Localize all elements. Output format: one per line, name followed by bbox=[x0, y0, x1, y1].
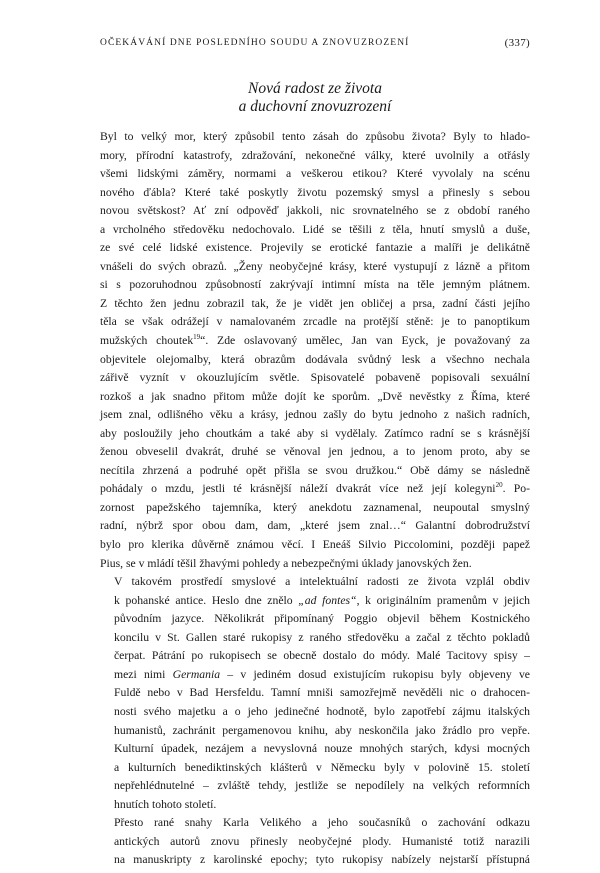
text-line: mory, přírodní katastrofy, zdražování, nekonečné války, které uvolnily a otřásly bbox=[100, 148, 530, 162]
text-line: bylo pro klerika důvěrně známou věcí. I Eneáš Silvio Piccolomini, později papež bbox=[100, 538, 530, 552]
text-line: nepřehlédnutelné – zvláště tehdy, jestliže se nepodílely na velkých reformních bbox=[114, 779, 530, 793]
text-line: novou světskost? Ať zní odpověď jakkoli, nic srovnatelného se z období raného bbox=[100, 204, 530, 218]
text-line: čerpat. Pátrání po rukopisech se obecně dostalo do módy. Malé Tacitovy spisy – bbox=[114, 649, 530, 663]
text-line: a vrcholného středověku nedochovalo. Lidé se těšili z těla, hnutí smyslů a duše, bbox=[100, 222, 530, 236]
text-fragment: “. Zde oslavovaný umělec, Jan van Eyck, je považovaný za bbox=[200, 334, 530, 348]
running-title: OČEKÁVÁNÍ DNE POSLEDNÍHO SOUDU A ZNOVUZROZENÍ bbox=[100, 38, 410, 48]
text-line bbox=[100, 592, 530, 611]
page-number: (337) bbox=[504, 37, 530, 49]
paragraph-2 bbox=[100, 573, 530, 814]
text-line: Přesto rané snahy Karla Velikého a jeho současníků o zachování odkazu bbox=[114, 816, 530, 830]
paragraph-3 bbox=[100, 814, 530, 870]
footnote-ref: 19 bbox=[193, 333, 201, 342]
text-line: Fuldě nebo v Bad Hersfeldu. Tamní mniši samozřejmě nevěděli nic o drahocen- bbox=[114, 686, 530, 700]
text-line: objevitele olejomalby, která obrazům dodávala svůdný lesk a všechno nechala bbox=[100, 352, 530, 366]
text-fragment: . Po- bbox=[502, 482, 530, 496]
running-head bbox=[100, 38, 530, 54]
text-line: Z těchto žen jednu zobrazil tak, že je vidět jen obličej a prsa, zadní části jejího bbox=[100, 296, 530, 310]
text-line: humanistů, zachránit pergamenovou knihu, aby neskončila jako žrádlo pro vepře. bbox=[114, 723, 530, 737]
text-line: V takovém prostředí smyslové a intelektuální radosti ze života vzplál obdiv bbox=[114, 575, 530, 589]
text-line: ženou obveselil dvakrát, druhé se věnoval jen jednou, a to jenom proto, aby se bbox=[100, 445, 530, 459]
text-line: a kulturních benediktinských klášterů v Německu byly v polovině 15. století bbox=[114, 760, 530, 774]
text-line: nového ďábla? Které také poskytly životu pozemský smysl a přinesly s sebou bbox=[100, 185, 530, 199]
text-line: Pius, se v mládí těšil žhavými pohledy a nebezpečnými úklady janovských žen. bbox=[100, 556, 472, 570]
text-fragment: k pohanské antice. Heslo dne znělo bbox=[114, 593, 293, 607]
text-line: původním jazyce. Několikrát připomínaný Poggio objevil během Kostnického bbox=[114, 612, 530, 626]
text-line: necítila zhrzená a podruhé opět přišla se svou družkou.“ Obě dámy se následně bbox=[100, 463, 530, 477]
paragraph-1 bbox=[100, 128, 530, 573]
text-line: zornost papežského tajemníka, který anekdotu zaznamenal, neupoutal smyslný bbox=[100, 500, 530, 514]
text-line: nosti svého majetku a o jeho jedinečné hodnotě, bylo zapotřebí zájmu italských bbox=[114, 704, 530, 718]
text-line bbox=[100, 332, 530, 351]
text-line: těla se však odrážejí v namalovaném zrcadle na protější stěně: je to panoptikum bbox=[100, 315, 530, 329]
text-line: všemi lidskými záměry, normami a veškerou etikou? Které vyvolaly na scénu bbox=[100, 167, 530, 181]
text-fragment: pohádaly o mzdu, jestli té krásnější náleží dvakrát více než její kolegyni bbox=[100, 482, 496, 496]
text-line: koncilu v St. Gallen staré rukopisy z raného středověku a začal z těchto pokladů bbox=[114, 630, 530, 644]
text-line: Byl to velký mor, který způsobil tento zásah do způsobu života? Byly to hlado- bbox=[100, 130, 530, 143]
text-line: si s pozoruhodnou způsobností zakrývají intimní místa na těle jemným plátnem. bbox=[100, 278, 530, 292]
text-line: radní, nýbrž spor obou dam, dam, „které jsem znal…“ Galantní dobrodružství bbox=[100, 519, 530, 533]
text-fragment-italic: Germania bbox=[172, 667, 221, 681]
text-line: hnutích tohoto století. bbox=[114, 797, 217, 811]
text-fragment: – v jediném dosud existujícím rukopisu byly objeveny ve bbox=[227, 667, 530, 681]
text-line: Kulturní úpadek, nezájem a nevyslovná nouze mnohých starých, kdysi mocných bbox=[114, 742, 530, 756]
body-text bbox=[100, 128, 530, 870]
text-line: zářivě vyznít v okouzlujícím světle. Spisovatelé pobaveně popisovali sexuální bbox=[100, 371, 530, 385]
text-line: ze své celé lidské existence. Projevily se erotické fantazie a malíři je delikátně bbox=[100, 241, 530, 255]
section-title-line-2: a duchovní znovuzrození bbox=[238, 98, 392, 115]
text-line: antických autorů znovu přinesly neobyčejné plody. Humanisté totiž narazili bbox=[114, 834, 530, 848]
text-line: jsem znal, odlišného věku a krásy, jednou zašly do bytu jednoho z našich radních, bbox=[100, 408, 530, 422]
section-heading bbox=[100, 80, 530, 116]
section-title-line-1: Nová radost ze života bbox=[248, 80, 382, 97]
text-fragment: mezi nimi bbox=[114, 667, 166, 681]
text-line: aby posloužily jeho choutkám a také aby si vydělaly. Zatímco radní se s krásnější bbox=[100, 426, 530, 440]
text-line bbox=[100, 480, 530, 499]
text-line: na manuskripty z karolinské epochy; tyto rukopisy nabízely nejstarší přístupná bbox=[114, 853, 530, 867]
footnote-ref: 20 bbox=[495, 481, 503, 490]
text-fragment: mužských choutek bbox=[100, 334, 194, 348]
text-fragment: , k originálním pramenům v jejich bbox=[356, 593, 530, 607]
text-line: vnášeli do svých obrazů. „Ženy neobyčejné krásy, které vystupují z lázně a přitom bbox=[100, 259, 530, 273]
text-line: rozkoš a jak snadno přitom může dojít ke sporům. „Dvě nevěstky z Říma, které bbox=[100, 389, 530, 403]
text-line bbox=[100, 666, 530, 685]
text-fragment-italic: „ad fontes“ bbox=[298, 593, 357, 607]
